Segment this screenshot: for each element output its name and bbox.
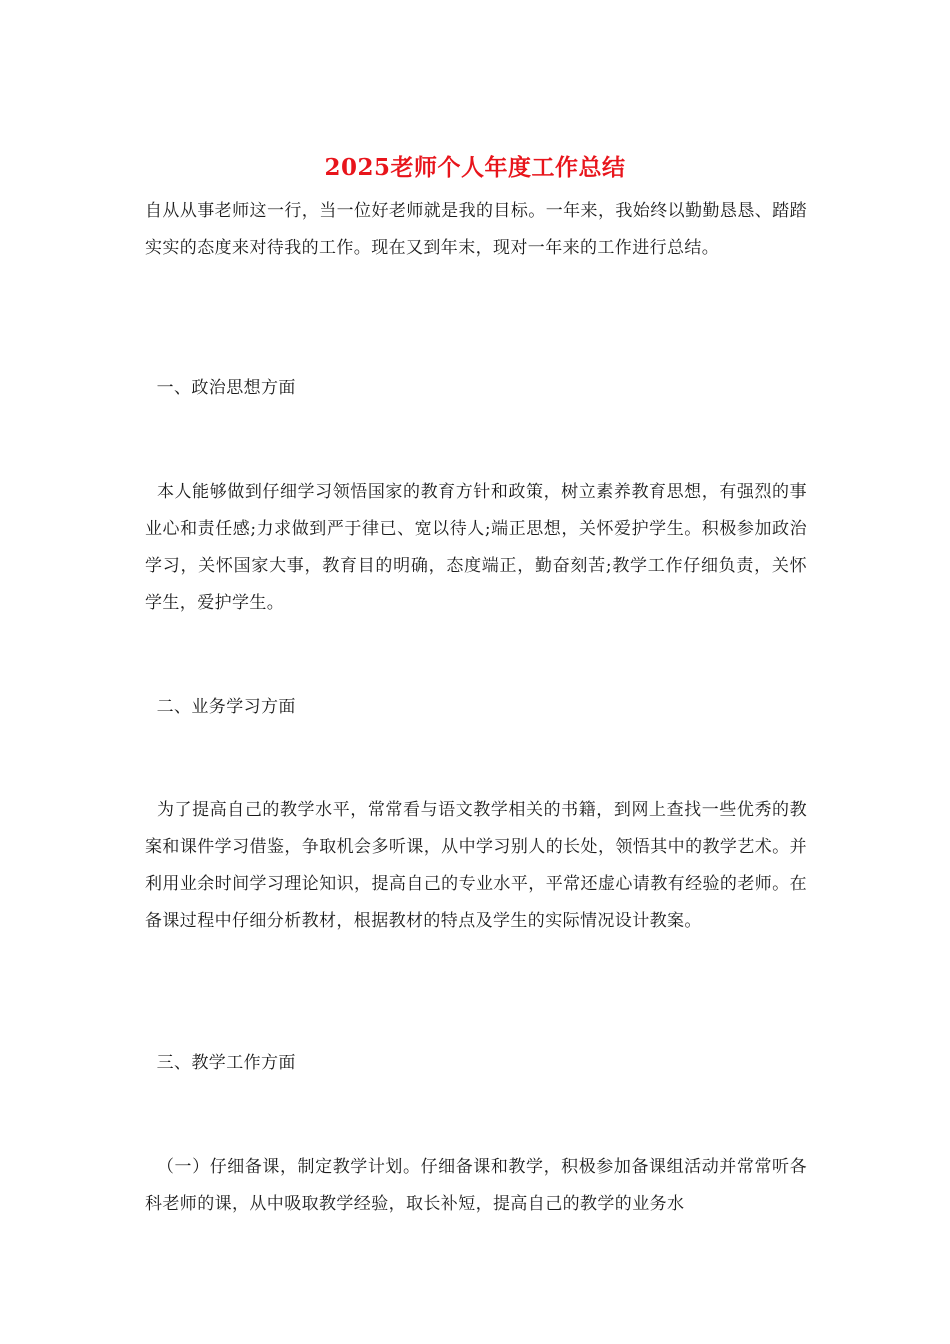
section-heading-politics: 一、政治思想方面 (145, 378, 296, 398)
section-heading-teaching: 三、教学工作方面 (145, 1053, 296, 1073)
section-body-study: 为了提高自己的教学水平，常常看与语文教学相关的书籍，到网上查找一些优秀的教案和课件学习借鉴，争取机会多听课，从中学习别人的长处，领悟其中的教学艺术。并利用业余时间学习理论知识，提高自己的专业水平，平常还虚心请教有经验的老师。在备课过程中仔细分析教材，根据教材的特点及学生的实际情况设计教案。 (145, 800, 807, 931)
section-body-politics: 本人能够做到仔细学习领悟国家的教育方针和政策，树立素养教育思想，有强烈的事业心和责任感;力求做到严于律已、宽以待人;端正思想，关怀爱护学生。积极参加政治学习，关怀国家大事，教育目的明确，态度端正，勤奋刻苦;教学工作仔细负责，关怀学生，爱护学生。 (145, 482, 807, 613)
document-title: 2025老师个人年度工作总结 (324, 154, 626, 181)
section-heading-study: 二、业务学习方面 (145, 697, 296, 717)
section-body-teaching: （一）仔细备课，制定教学计划。仔细备课和教学，积极参加备课组活动并常常听各科老师的课，从中吸取教学经验，取长补短，提高自己的教学的业务水 (145, 1157, 807, 1214)
intro-paragraph: 自从从事老师这一行，当一位好老师就是我的目标。一年来，我始终以勤勤恳恳、踏踏实实的态度来对待我的工作。现在又到年末，现对一年来的工作进行总结。 (145, 201, 807, 258)
